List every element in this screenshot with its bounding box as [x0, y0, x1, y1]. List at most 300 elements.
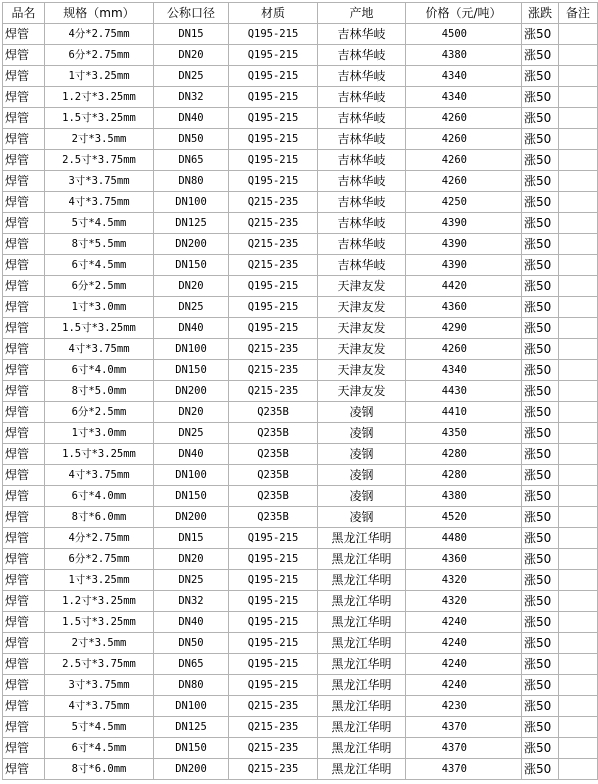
- header-nominal-diameter: 公称口径: [154, 3, 229, 24]
- cell-nominal-diameter: DN80: [154, 675, 229, 696]
- cell-spec: 1寸*3.25mm: [45, 66, 154, 87]
- cell-material: Q195-215: [229, 318, 318, 339]
- cell-change: 涨50: [522, 171, 559, 192]
- cell-change: 涨50: [522, 318, 559, 339]
- cell-product-name: 焊管: [3, 339, 45, 360]
- cell-nominal-diameter: DN25: [154, 423, 229, 444]
- cell-spec: 5寸*4.5mm: [45, 213, 154, 234]
- cell-change: 涨50: [522, 66, 559, 87]
- cell-change: 涨50: [522, 87, 559, 108]
- cell-product-name: 焊管: [3, 423, 45, 444]
- cell-nominal-diameter: DN200: [154, 759, 229, 780]
- cell-note: [559, 108, 598, 129]
- cell-note: [559, 717, 598, 738]
- cell-product-name: 焊管: [3, 192, 45, 213]
- cell-material: Q195-215: [229, 633, 318, 654]
- cell-product-name: 焊管: [3, 87, 45, 108]
- cell-material: Q195-215: [229, 108, 318, 129]
- cell-change: 涨50: [522, 444, 559, 465]
- cell-nominal-diameter: DN25: [154, 66, 229, 87]
- cell-note: [559, 570, 598, 591]
- cell-note: [559, 45, 598, 66]
- cell-material: Q215-235: [229, 234, 318, 255]
- cell-price: 4410: [406, 402, 522, 423]
- table-row: [3, 192, 598, 213]
- cell-change: 涨50: [522, 108, 559, 129]
- cell-change: 涨50: [522, 465, 559, 486]
- cell-origin: 凌钢: [318, 486, 406, 507]
- cell-product-name: 焊管: [3, 612, 45, 633]
- cell-origin: 吉林华岐: [318, 255, 406, 276]
- cell-price: 4480: [406, 528, 522, 549]
- cell-origin: 吉林华岐: [318, 24, 406, 45]
- cell-origin: 吉林华岐: [318, 66, 406, 87]
- cell-note: [559, 486, 598, 507]
- cell-material: Q215-235: [229, 192, 318, 213]
- cell-product-name: 焊管: [3, 276, 45, 297]
- table-row: [3, 276, 598, 297]
- cell-note: [559, 381, 598, 402]
- cell-spec: 2寸*3.5mm: [45, 129, 154, 150]
- cell-spec: 1.5寸*3.25mm: [45, 318, 154, 339]
- cell-note: [559, 87, 598, 108]
- cell-price: 4500: [406, 24, 522, 45]
- cell-nominal-diameter: DN15: [154, 528, 229, 549]
- cell-nominal-diameter: DN150: [154, 255, 229, 276]
- cell-note: [559, 528, 598, 549]
- table-body: [3, 24, 598, 780]
- cell-spec: 6分*2.5mm: [45, 276, 154, 297]
- cell-product-name: 焊管: [3, 759, 45, 780]
- table-row: [3, 528, 598, 549]
- table-row: [3, 696, 598, 717]
- cell-price: 4380: [406, 486, 522, 507]
- cell-material: Q195-215: [229, 171, 318, 192]
- cell-change: 涨50: [522, 45, 559, 66]
- cell-price: 4280: [406, 444, 522, 465]
- cell-price: 4260: [406, 129, 522, 150]
- table-row: [3, 129, 598, 150]
- table-row: [3, 66, 598, 87]
- cell-nominal-diameter: DN50: [154, 129, 229, 150]
- cell-nominal-diameter: DN65: [154, 654, 229, 675]
- cell-note: [559, 129, 598, 150]
- cell-spec: 5寸*4.5mm: [45, 717, 154, 738]
- cell-product-name: 焊管: [3, 171, 45, 192]
- cell-spec: 4寸*3.75mm: [45, 696, 154, 717]
- table-row: [3, 423, 598, 444]
- cell-change: 涨50: [522, 381, 559, 402]
- cell-product-name: 焊管: [3, 297, 45, 318]
- cell-change: 涨50: [522, 276, 559, 297]
- cell-material: Q195-215: [229, 549, 318, 570]
- cell-origin: 黑龙江华明: [318, 654, 406, 675]
- cell-change: 涨50: [522, 423, 559, 444]
- cell-origin: 吉林华岐: [318, 171, 406, 192]
- cell-note: [559, 465, 598, 486]
- table-row: [3, 108, 598, 129]
- cell-spec: 3寸*3.75mm: [45, 171, 154, 192]
- cell-product-name: 焊管: [3, 66, 45, 87]
- cell-product-name: 焊管: [3, 633, 45, 654]
- cell-change: 涨50: [522, 570, 559, 591]
- cell-change: 涨50: [522, 507, 559, 528]
- cell-material: Q195-215: [229, 87, 318, 108]
- cell-note: [559, 696, 598, 717]
- cell-nominal-diameter: DN150: [154, 738, 229, 759]
- cell-origin: 吉林华岐: [318, 213, 406, 234]
- cell-price: 4240: [406, 654, 522, 675]
- cell-change: 涨50: [522, 759, 559, 780]
- cell-price: 4390: [406, 234, 522, 255]
- cell-material: Q215-235: [229, 360, 318, 381]
- cell-nominal-diameter: DN200: [154, 381, 229, 402]
- table-row: [3, 213, 598, 234]
- cell-product-name: 焊管: [3, 675, 45, 696]
- cell-origin: 吉林华岐: [318, 234, 406, 255]
- cell-price: 4380: [406, 45, 522, 66]
- header-price: 价格（元/吨）: [406, 3, 522, 24]
- table-row: [3, 465, 598, 486]
- cell-spec: 1.2寸*3.25mm: [45, 87, 154, 108]
- table-row: [3, 486, 598, 507]
- cell-spec: 6分*2.75mm: [45, 45, 154, 66]
- cell-origin: 凌钢: [318, 444, 406, 465]
- cell-note: [559, 297, 598, 318]
- cell-change: 涨50: [522, 24, 559, 45]
- cell-material: Q235B: [229, 507, 318, 528]
- cell-product-name: 焊管: [3, 738, 45, 759]
- cell-spec: 1寸*3.0mm: [45, 423, 154, 444]
- cell-origin: 黑龙江华明: [318, 759, 406, 780]
- table-row: [3, 381, 598, 402]
- table-row: [3, 591, 598, 612]
- cell-price: 4260: [406, 339, 522, 360]
- cell-origin: 凌钢: [318, 507, 406, 528]
- cell-change: 涨50: [522, 360, 559, 381]
- cell-origin: 黑龙江华明: [318, 570, 406, 591]
- cell-change: 涨50: [522, 339, 559, 360]
- cell-price: 4370: [406, 759, 522, 780]
- cell-nominal-diameter: DN25: [154, 297, 229, 318]
- cell-spec: 1寸*3.25mm: [45, 570, 154, 591]
- cell-product-name: 焊管: [3, 360, 45, 381]
- cell-spec: 8寸*5.0mm: [45, 381, 154, 402]
- header-row: [3, 3, 598, 24]
- cell-spec: 1.5寸*3.25mm: [45, 108, 154, 129]
- header-origin: 产地: [318, 3, 406, 24]
- cell-origin: 黑龙江华明: [318, 633, 406, 654]
- price-table: [2, 2, 598, 780]
- cell-price: 4240: [406, 612, 522, 633]
- cell-origin: 天津友发: [318, 318, 406, 339]
- cell-note: [559, 612, 598, 633]
- cell-nominal-diameter: DN80: [154, 171, 229, 192]
- cell-price: 4430: [406, 381, 522, 402]
- cell-nominal-diameter: DN20: [154, 549, 229, 570]
- cell-spec: 4寸*3.75mm: [45, 192, 154, 213]
- cell-product-name: 焊管: [3, 654, 45, 675]
- cell-change: 涨50: [522, 675, 559, 696]
- cell-note: [559, 24, 598, 45]
- cell-nominal-diameter: DN25: [154, 570, 229, 591]
- table-row: [3, 444, 598, 465]
- cell-material: Q215-235: [229, 255, 318, 276]
- cell-material: Q215-235: [229, 717, 318, 738]
- cell-product-name: 焊管: [3, 213, 45, 234]
- cell-note: [559, 675, 598, 696]
- cell-material: Q195-215: [229, 150, 318, 171]
- cell-spec: 2.5寸*3.75mm: [45, 150, 154, 171]
- cell-change: 涨50: [522, 612, 559, 633]
- cell-product-name: 焊管: [3, 108, 45, 129]
- cell-note: [559, 171, 598, 192]
- cell-product-name: 焊管: [3, 465, 45, 486]
- cell-spec: 8寸*5.5mm: [45, 234, 154, 255]
- cell-note: [559, 444, 598, 465]
- table-row: [3, 171, 598, 192]
- cell-change: 涨50: [522, 255, 559, 276]
- table-row: [3, 255, 598, 276]
- cell-price: 4280: [406, 465, 522, 486]
- cell-nominal-diameter: DN40: [154, 444, 229, 465]
- cell-spec: 6寸*4.5mm: [45, 255, 154, 276]
- cell-nominal-diameter: DN15: [154, 24, 229, 45]
- cell-nominal-diameter: DN200: [154, 507, 229, 528]
- cell-price: 4260: [406, 171, 522, 192]
- cell-origin: 黑龙江华明: [318, 528, 406, 549]
- cell-product-name: 焊管: [3, 444, 45, 465]
- cell-origin: 黑龙江华明: [318, 696, 406, 717]
- cell-nominal-diameter: DN125: [154, 717, 229, 738]
- table-row: [3, 570, 598, 591]
- cell-material: Q195-215: [229, 591, 318, 612]
- cell-origin: 天津友发: [318, 339, 406, 360]
- table-row: [3, 24, 598, 45]
- cell-note: [559, 192, 598, 213]
- cell-origin: 凌钢: [318, 402, 406, 423]
- cell-material: Q215-235: [229, 381, 318, 402]
- cell-origin: 黑龙江华明: [318, 612, 406, 633]
- cell-price: 4240: [406, 633, 522, 654]
- cell-spec: 1.5寸*3.25mm: [45, 444, 154, 465]
- table-row: [3, 717, 598, 738]
- cell-material: Q215-235: [229, 213, 318, 234]
- table-row: [3, 360, 598, 381]
- cell-change: 涨50: [522, 591, 559, 612]
- table-row: [3, 549, 598, 570]
- cell-spec: 4寸*3.75mm: [45, 339, 154, 360]
- cell-change: 涨50: [522, 234, 559, 255]
- cell-material: Q235B: [229, 486, 318, 507]
- cell-origin: 凌钢: [318, 465, 406, 486]
- cell-product-name: 焊管: [3, 234, 45, 255]
- cell-spec: 6寸*4.0mm: [45, 360, 154, 381]
- cell-nominal-diameter: DN65: [154, 150, 229, 171]
- cell-change: 涨50: [522, 717, 559, 738]
- cell-price: 4320: [406, 591, 522, 612]
- cell-price: 4390: [406, 255, 522, 276]
- cell-change: 涨50: [522, 213, 559, 234]
- cell-price: 4250: [406, 192, 522, 213]
- cell-nominal-diameter: DN20: [154, 402, 229, 423]
- cell-change: 涨50: [522, 402, 559, 423]
- cell-material: Q195-215: [229, 66, 318, 87]
- cell-nominal-diameter: DN20: [154, 276, 229, 297]
- cell-price: 4390: [406, 213, 522, 234]
- cell-origin: 吉林华岐: [318, 45, 406, 66]
- cell-price: 4260: [406, 108, 522, 129]
- cell-product-name: 焊管: [3, 486, 45, 507]
- cell-material: Q215-235: [229, 759, 318, 780]
- cell-product-name: 焊管: [3, 570, 45, 591]
- cell-change: 涨50: [522, 192, 559, 213]
- cell-note: [559, 633, 598, 654]
- cell-spec: 2寸*3.5mm: [45, 633, 154, 654]
- table-row: [3, 633, 598, 654]
- cell-note: [559, 150, 598, 171]
- cell-spec: 8寸*6.0mm: [45, 507, 154, 528]
- cell-nominal-diameter: DN32: [154, 591, 229, 612]
- cell-nominal-diameter: DN125: [154, 213, 229, 234]
- cell-origin: 天津友发: [318, 276, 406, 297]
- cell-nominal-diameter: DN100: [154, 465, 229, 486]
- cell-change: 涨50: [522, 654, 559, 675]
- cell-note: [559, 591, 598, 612]
- cell-change: 涨50: [522, 150, 559, 171]
- cell-origin: 天津友发: [318, 297, 406, 318]
- cell-nominal-diameter: DN50: [154, 633, 229, 654]
- cell-spec: 4分*2.75mm: [45, 528, 154, 549]
- cell-nominal-diameter: DN40: [154, 318, 229, 339]
- table-row: [3, 234, 598, 255]
- cell-material: Q195-215: [229, 528, 318, 549]
- cell-product-name: 焊管: [3, 24, 45, 45]
- cell-material: Q235B: [229, 423, 318, 444]
- cell-product-name: 焊管: [3, 402, 45, 423]
- cell-nominal-diameter: DN100: [154, 696, 229, 717]
- cell-note: [559, 255, 598, 276]
- cell-change: 涨50: [522, 738, 559, 759]
- cell-material: Q215-235: [229, 738, 318, 759]
- table-row: [3, 339, 598, 360]
- cell-note: [559, 423, 598, 444]
- cell-material: Q195-215: [229, 276, 318, 297]
- cell-material: Q195-215: [229, 654, 318, 675]
- cell-note: [559, 738, 598, 759]
- cell-product-name: 焊管: [3, 528, 45, 549]
- cell-price: 4370: [406, 738, 522, 759]
- cell-product-name: 焊管: [3, 318, 45, 339]
- table-row: [3, 402, 598, 423]
- cell-price: 4520: [406, 507, 522, 528]
- cell-nominal-diameter: DN100: [154, 192, 229, 213]
- cell-spec: 1寸*3.0mm: [45, 297, 154, 318]
- cell-price: 4340: [406, 66, 522, 87]
- table-row: [3, 738, 598, 759]
- cell-material: Q215-235: [229, 339, 318, 360]
- cell-product-name: 焊管: [3, 45, 45, 66]
- cell-note: [559, 759, 598, 780]
- cell-spec: 4分*2.75mm: [45, 24, 154, 45]
- cell-spec: 6分*2.5mm: [45, 402, 154, 423]
- cell-change: 涨50: [522, 633, 559, 654]
- cell-note: [559, 339, 598, 360]
- cell-spec: 1.5寸*3.25mm: [45, 612, 154, 633]
- cell-price: 4360: [406, 549, 522, 570]
- cell-price: 4420: [406, 276, 522, 297]
- cell-change: 涨50: [522, 528, 559, 549]
- header-note: 备注: [559, 3, 598, 24]
- cell-spec: 4寸*3.75mm: [45, 465, 154, 486]
- cell-origin: 天津友发: [318, 381, 406, 402]
- cell-spec: 8寸*6.0mm: [45, 759, 154, 780]
- header-spec: 规格（mm）: [45, 3, 154, 24]
- cell-material: Q235B: [229, 402, 318, 423]
- cell-spec: 3寸*3.75mm: [45, 675, 154, 696]
- table-row: [3, 87, 598, 108]
- cell-origin: 天津友发: [318, 360, 406, 381]
- cell-nominal-diameter: DN40: [154, 108, 229, 129]
- cell-material: Q195-215: [229, 129, 318, 150]
- cell-material: Q195-215: [229, 612, 318, 633]
- cell-product-name: 焊管: [3, 507, 45, 528]
- cell-nominal-diameter: DN150: [154, 486, 229, 507]
- cell-origin: 吉林华岐: [318, 192, 406, 213]
- cell-nominal-diameter: DN32: [154, 87, 229, 108]
- cell-spec: 1.2寸*3.25mm: [45, 591, 154, 612]
- cell-product-name: 焊管: [3, 129, 45, 150]
- cell-product-name: 焊管: [3, 150, 45, 171]
- table-row: [3, 654, 598, 675]
- table-row: [3, 318, 598, 339]
- cell-note: [559, 66, 598, 87]
- cell-price: 4320: [406, 570, 522, 591]
- cell-origin: 吉林华岐: [318, 150, 406, 171]
- cell-material: Q215-235: [229, 696, 318, 717]
- cell-product-name: 焊管: [3, 255, 45, 276]
- table-row: [3, 612, 598, 633]
- cell-change: 涨50: [522, 549, 559, 570]
- cell-origin: 吉林华岐: [318, 87, 406, 108]
- cell-product-name: 焊管: [3, 696, 45, 717]
- cell-price: 4360: [406, 297, 522, 318]
- cell-change: 涨50: [522, 696, 559, 717]
- header-change: 涨跌: [522, 3, 559, 24]
- cell-origin: 黑龙江华明: [318, 717, 406, 738]
- cell-price: 4370: [406, 717, 522, 738]
- cell-nominal-diameter: DN20: [154, 45, 229, 66]
- cell-note: [559, 507, 598, 528]
- cell-note: [559, 276, 598, 297]
- cell-material: Q235B: [229, 444, 318, 465]
- cell-price: 4230: [406, 696, 522, 717]
- cell-product-name: 焊管: [3, 717, 45, 738]
- cell-change: 涨50: [522, 486, 559, 507]
- cell-product-name: 焊管: [3, 381, 45, 402]
- table-row: [3, 675, 598, 696]
- cell-note: [559, 213, 598, 234]
- table-row: [3, 507, 598, 528]
- cell-material: Q195-215: [229, 24, 318, 45]
- cell-nominal-diameter: DN100: [154, 339, 229, 360]
- cell-price: 4290: [406, 318, 522, 339]
- cell-note: [559, 402, 598, 423]
- table-row: [3, 759, 598, 780]
- cell-material: Q195-215: [229, 570, 318, 591]
- cell-price: 4340: [406, 360, 522, 381]
- cell-nominal-diameter: DN200: [154, 234, 229, 255]
